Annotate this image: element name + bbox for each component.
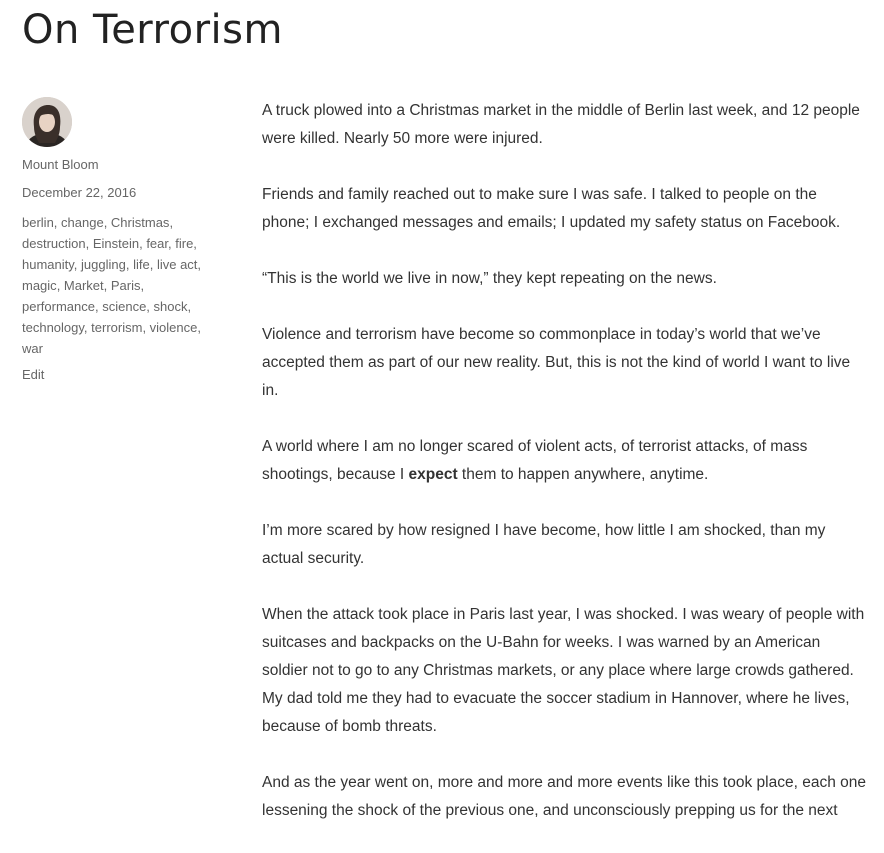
paragraph-7: When the attack took place in Paris last year, I was shocked. I was weary of people with suitcases and backpacks on the U-Bahn for weeks. I was warned by an American soldier not to go to any Christmas markets, or any place where large crowds gathered. My dad told me they had to evacuate the soccer stadium in Hannover, where he lives, because of bomb threats. [262,606,865,735]
post-title: On Terrorism [22,7,283,53]
paragraph-1: A truck plowed into a Christmas market in the middle of Berlin last week, and 12 people were killed. Nearly 50 more were injured. [262,102,860,147]
tag-list: berlin, change, Christmas, destruction, Einstein, fear, fire, humanity, juggling, life, live act, magic, Market, Paris, performance, science, shock, technology, terrorism, violence, war [22,215,202,356]
post-meta [22,97,212,383]
paragraph-5-text-end: them to happen anywhere, anytime. [457,466,709,483]
tag-link[interactable]: magic [22,278,57,293]
tag-link[interactable]: violence [149,320,198,335]
tag-link[interactable]: science [102,299,147,314]
author-avatar[interactable] [22,97,72,147]
edit-link[interactable]: Edit [22,367,45,382]
tag-link[interactable]: terrorism [91,320,143,335]
paragraph-2: Friends and family reached out to make sure I was safe. I talked to people on the phone; I exchanged messages and emails; I updated my safety status on Facebook. [262,186,841,231]
paragraph-5 [262,433,866,489]
tag-link[interactable]: juggling [81,257,126,272]
avatar-image [22,97,72,147]
tag-link[interactable]: Paris [110,278,141,293]
tag-link[interactable]: Christmas [110,215,170,230]
paragraph-8: And as the year went on, more and more and more events like this took place, each one lessening the shock of the previous one, and unconsciously prepping us for the next [262,774,866,819]
tag-link[interactable]: war [22,341,43,356]
post-content [262,97,866,853]
paragraph-3: “This is the world we live in now,” they kept repeating on the news. [262,270,717,287]
tag-link[interactable]: technology [22,320,84,335]
paragraph-5-emphasis: expect [408,466,458,483]
tag-link[interactable]: fire [175,236,194,251]
tag-link[interactable]: live act [156,257,198,272]
author-link[interactable]: Mount Bloom [22,157,99,172]
tag-link[interactable]: humanity [22,257,74,272]
tag-link[interactable]: performance [22,299,95,314]
tag-link[interactable]: Einstein [92,236,140,251]
tag-link[interactable]: shock [153,299,188,314]
tag-link[interactable]: destruction [22,236,86,251]
tag-link[interactable]: berlin [22,215,54,230]
tag-link[interactable]: fear [146,236,168,251]
paragraph-5-text-start: A world where I am no longer scared of violent acts, of terrorist attacks, of mass shootings, because I [262,438,808,483]
tag-link[interactable]: life [133,257,150,272]
tag-link[interactable]: Market [63,278,104,293]
post-date-link[interactable]: December 22, 2016 [22,185,137,200]
paragraph-6: I’m more scared by how resigned I have become, how little I am shocked, than my actual security. [262,522,826,567]
paragraph-4: Violence and terrorism have become so commonplace in today’s world that we’ve accepted them as part of our new reality. But, this is not the kind of world I want to live in. [262,326,851,399]
tag-link[interactable]: change [61,215,104,230]
